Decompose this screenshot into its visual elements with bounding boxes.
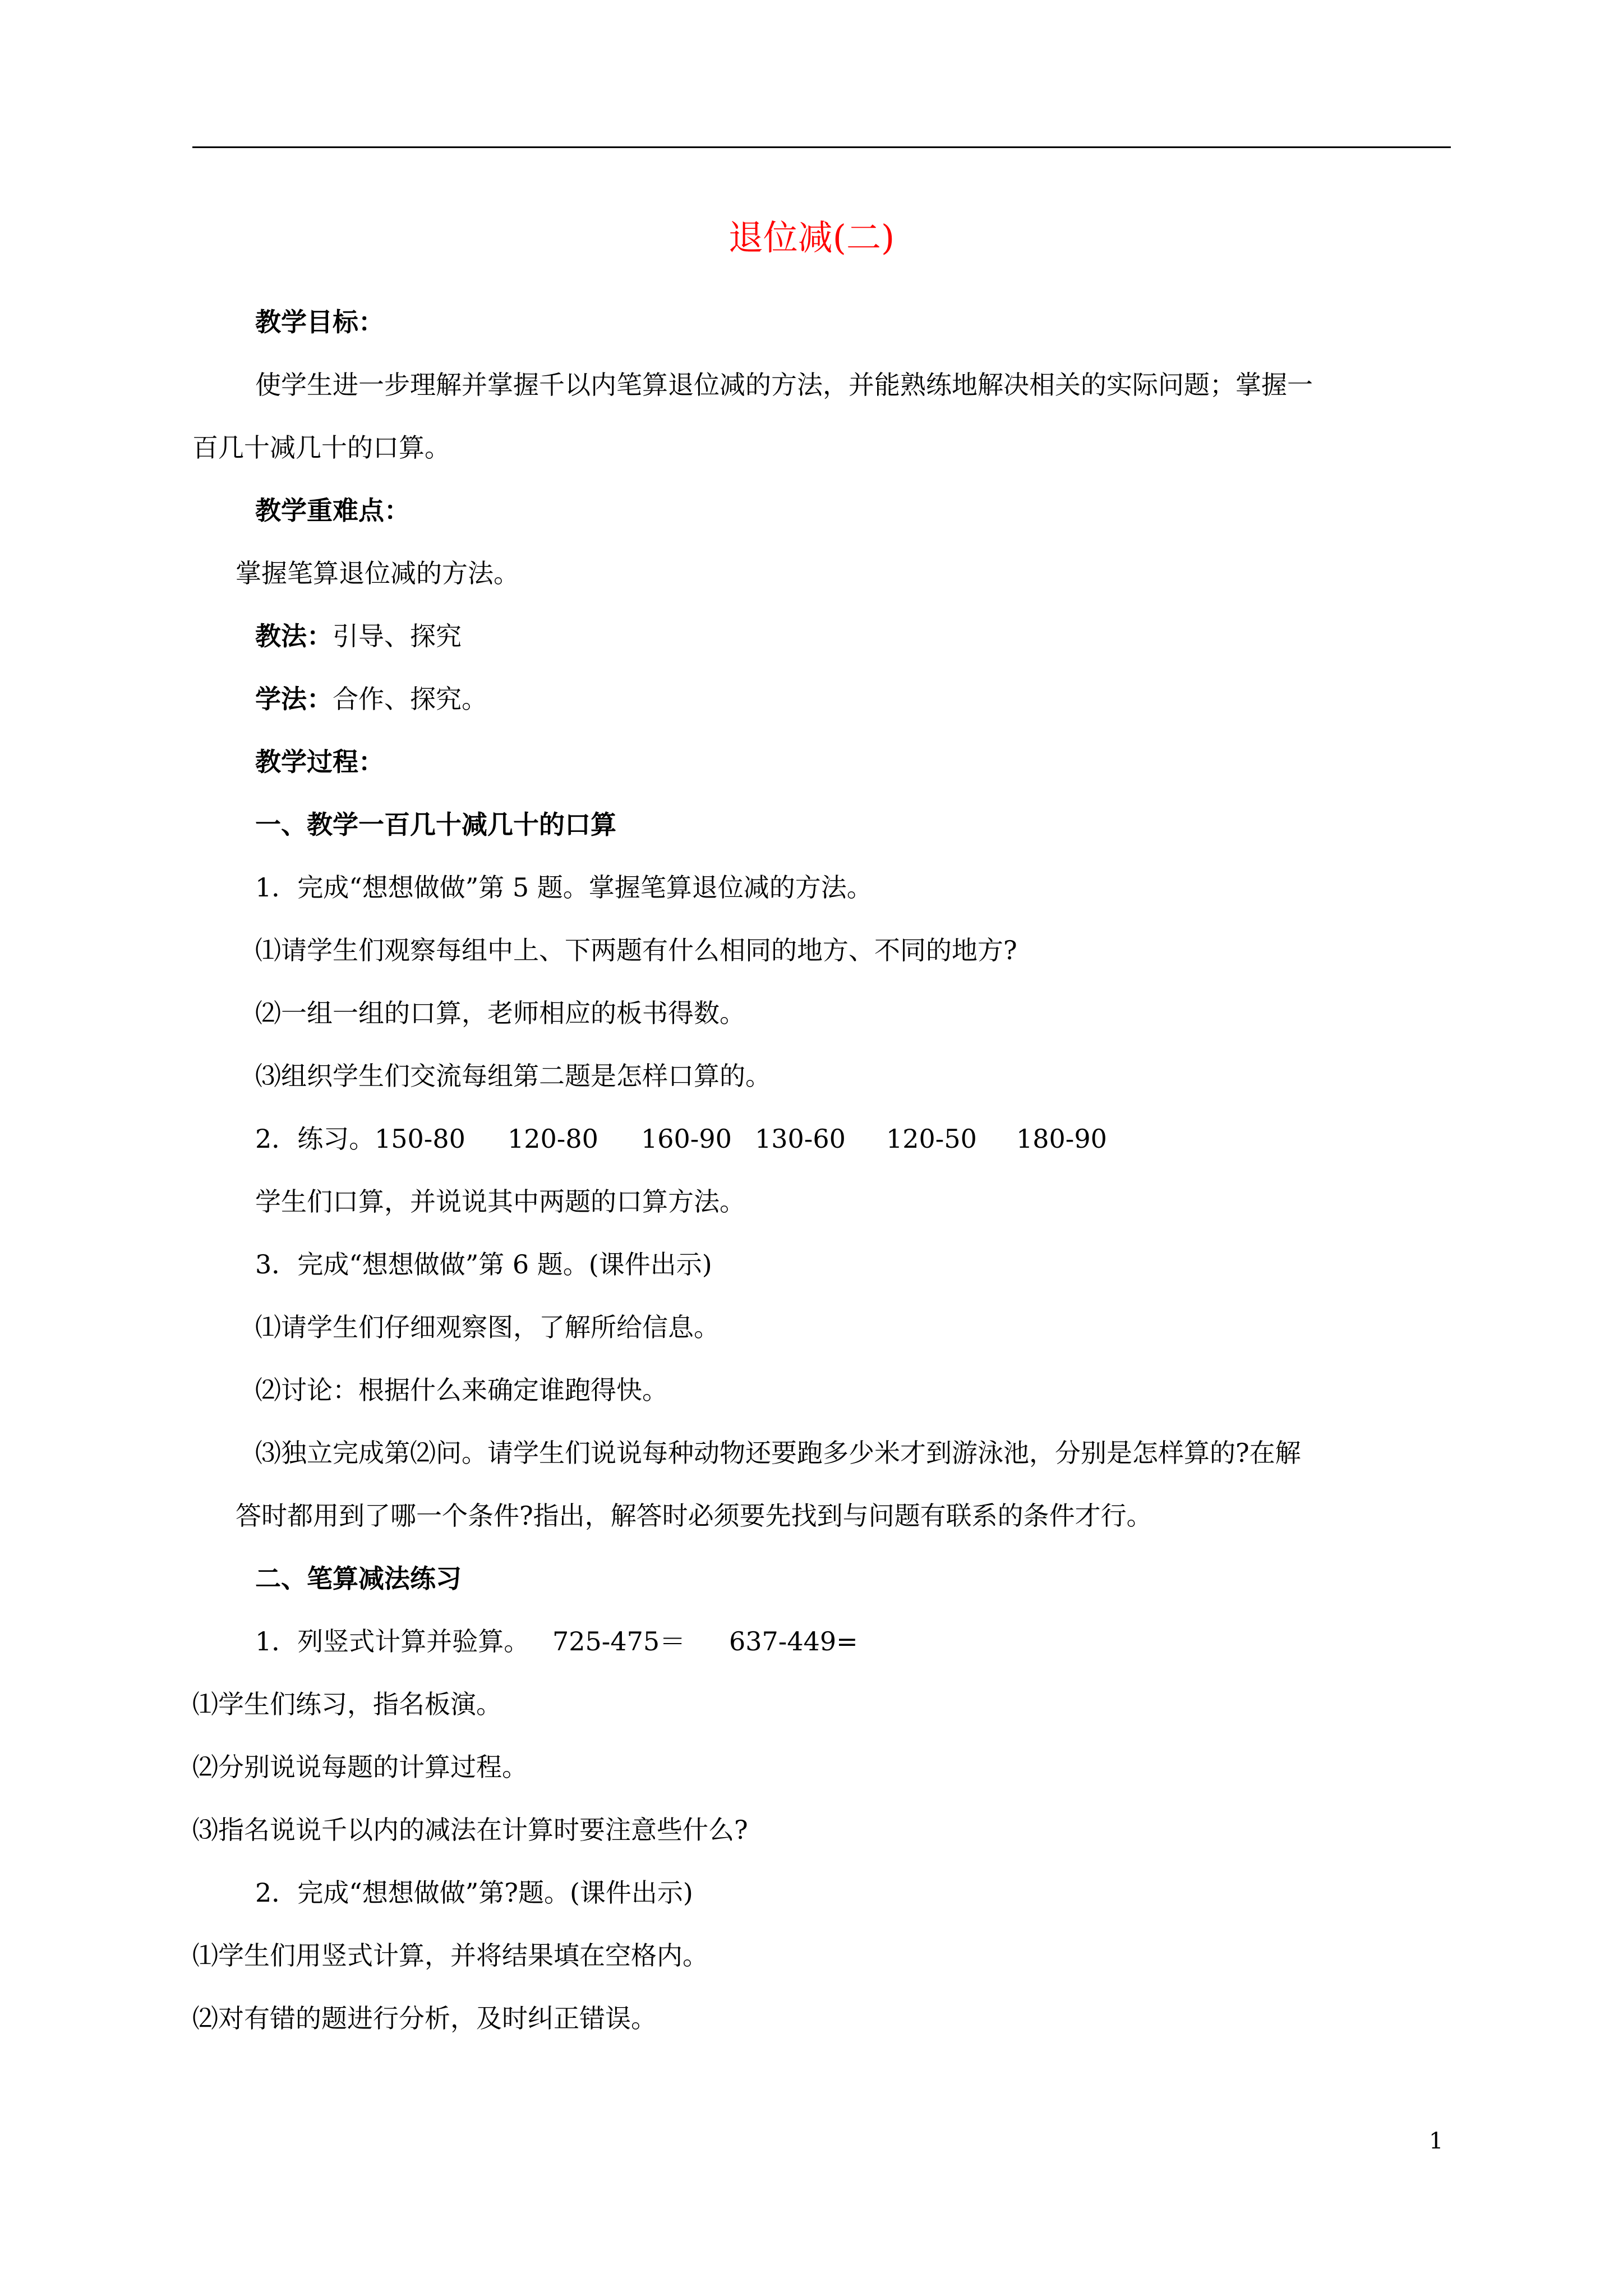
key-points-heading: 教学重难点： [255,495,410,526]
s1-item-1: 1．完成“想想做做”第 5 题。掌握笔算退位减的方法。 [255,872,873,903]
learning-method-text: 合作、探究。 [333,684,487,714]
s1-item-3-sub-2: ⑵讨论：根据什么来确定谁跑得快。 [255,1375,668,1405]
s2-item-2: 2．完成“想想做做”第?题。(课件出示) [255,1878,693,1908]
s1-item-3-sub-3-line-2: 答时都用到了哪一个条件?指出，解答时必须要先找到与问题有联系的条件才行。 [236,1501,1152,1531]
objectives-heading: 教学目标： [255,307,384,337]
exercise: 120-80 [508,1124,598,1154]
header-rule [192,146,1451,148]
exercise: 150-80 [375,1124,465,1154]
s2-item-1-sub-2: ⑵分别说说每题的计算过程。 [192,1752,528,1782]
exercise: 637-449= [729,1626,858,1657]
process-heading: 教学过程： [255,747,384,777]
s1-item-2-prefix: 2．练习。 [255,1124,375,1154]
section-1-heading: 一、教学一百几十减几十的口算 [255,809,616,840]
key-points-text: 掌握笔算退位减的方法。 [236,558,519,588]
page-title: 退位减(二) [728,217,895,258]
teaching-method-text: 引导、探究 [333,621,462,651]
page-number: 1 [1429,2128,1444,2154]
s1-item-3-sub-1: ⑴请学生们仔细观察图，了解所给信息。 [255,1312,720,1342]
exercise: 160-90 [641,1124,732,1154]
s1-item-3-sub-3-line-1: ⑶独立完成第⑵问。请学生们说说每种动物还要跑多少米才到游泳池，分别是怎样算的?在解 [255,1438,1301,1468]
s1-item-1-sub-2: ⑵一组一组的口算，老师相应的板书得数。 [255,998,745,1028]
s2-item-1-prefix: 1．列竖式计算并验算。 [255,1626,530,1657]
objectives-line-1: 使学生进一步理解并掌握千以内笔算退位减的方法，并能熟练地解决相关的实际问题；掌握一 [255,370,1313,400]
learning-method-label: 学法： [255,684,333,714]
s2-item-2-sub-2: ⑵对有错的题进行分析，及时纠正错误。 [192,2003,657,2033]
exercise: 180-90 [1016,1124,1107,1154]
s1-item-2-note: 学生们口算，并说说其中两题的口算方法。 [255,1186,745,1217]
s2-item-2-sub-1: ⑴学生们用竖式计算，并将结果填在空格内。 [192,1940,708,1971]
exercise: 130-60 [755,1124,846,1154]
s2-item-1-sub-3: ⑶指名说说千以内的减法在计算时要注意些什么? [192,1815,748,1845]
teaching-method-label: 教法： [255,621,333,651]
s1-item-1-sub-3: ⑶组织学生们交流每组第二题是怎样口算的。 [255,1061,771,1091]
section-2-heading: 二、笔算减法练习 [255,1563,462,1594]
objectives-line-2: 百几十减几十的口算。 [192,432,450,463]
learning-method [255,680,487,718]
exercise: 725-475＝ [552,1626,686,1657]
teaching-method [255,617,462,655]
s1-item-3: 3．完成“想想做做”第 6 题。(课件出示) [255,1249,712,1280]
exercise: 120-50 [886,1124,977,1154]
s1-item-1-sub-1: ⑴请学生们观察每组中上、下两题有什么相同的地方、不同的地方? [255,935,1017,965]
s2-item-1-sub-1: ⑴学生们练习，指名板演。 [192,1689,502,1719]
